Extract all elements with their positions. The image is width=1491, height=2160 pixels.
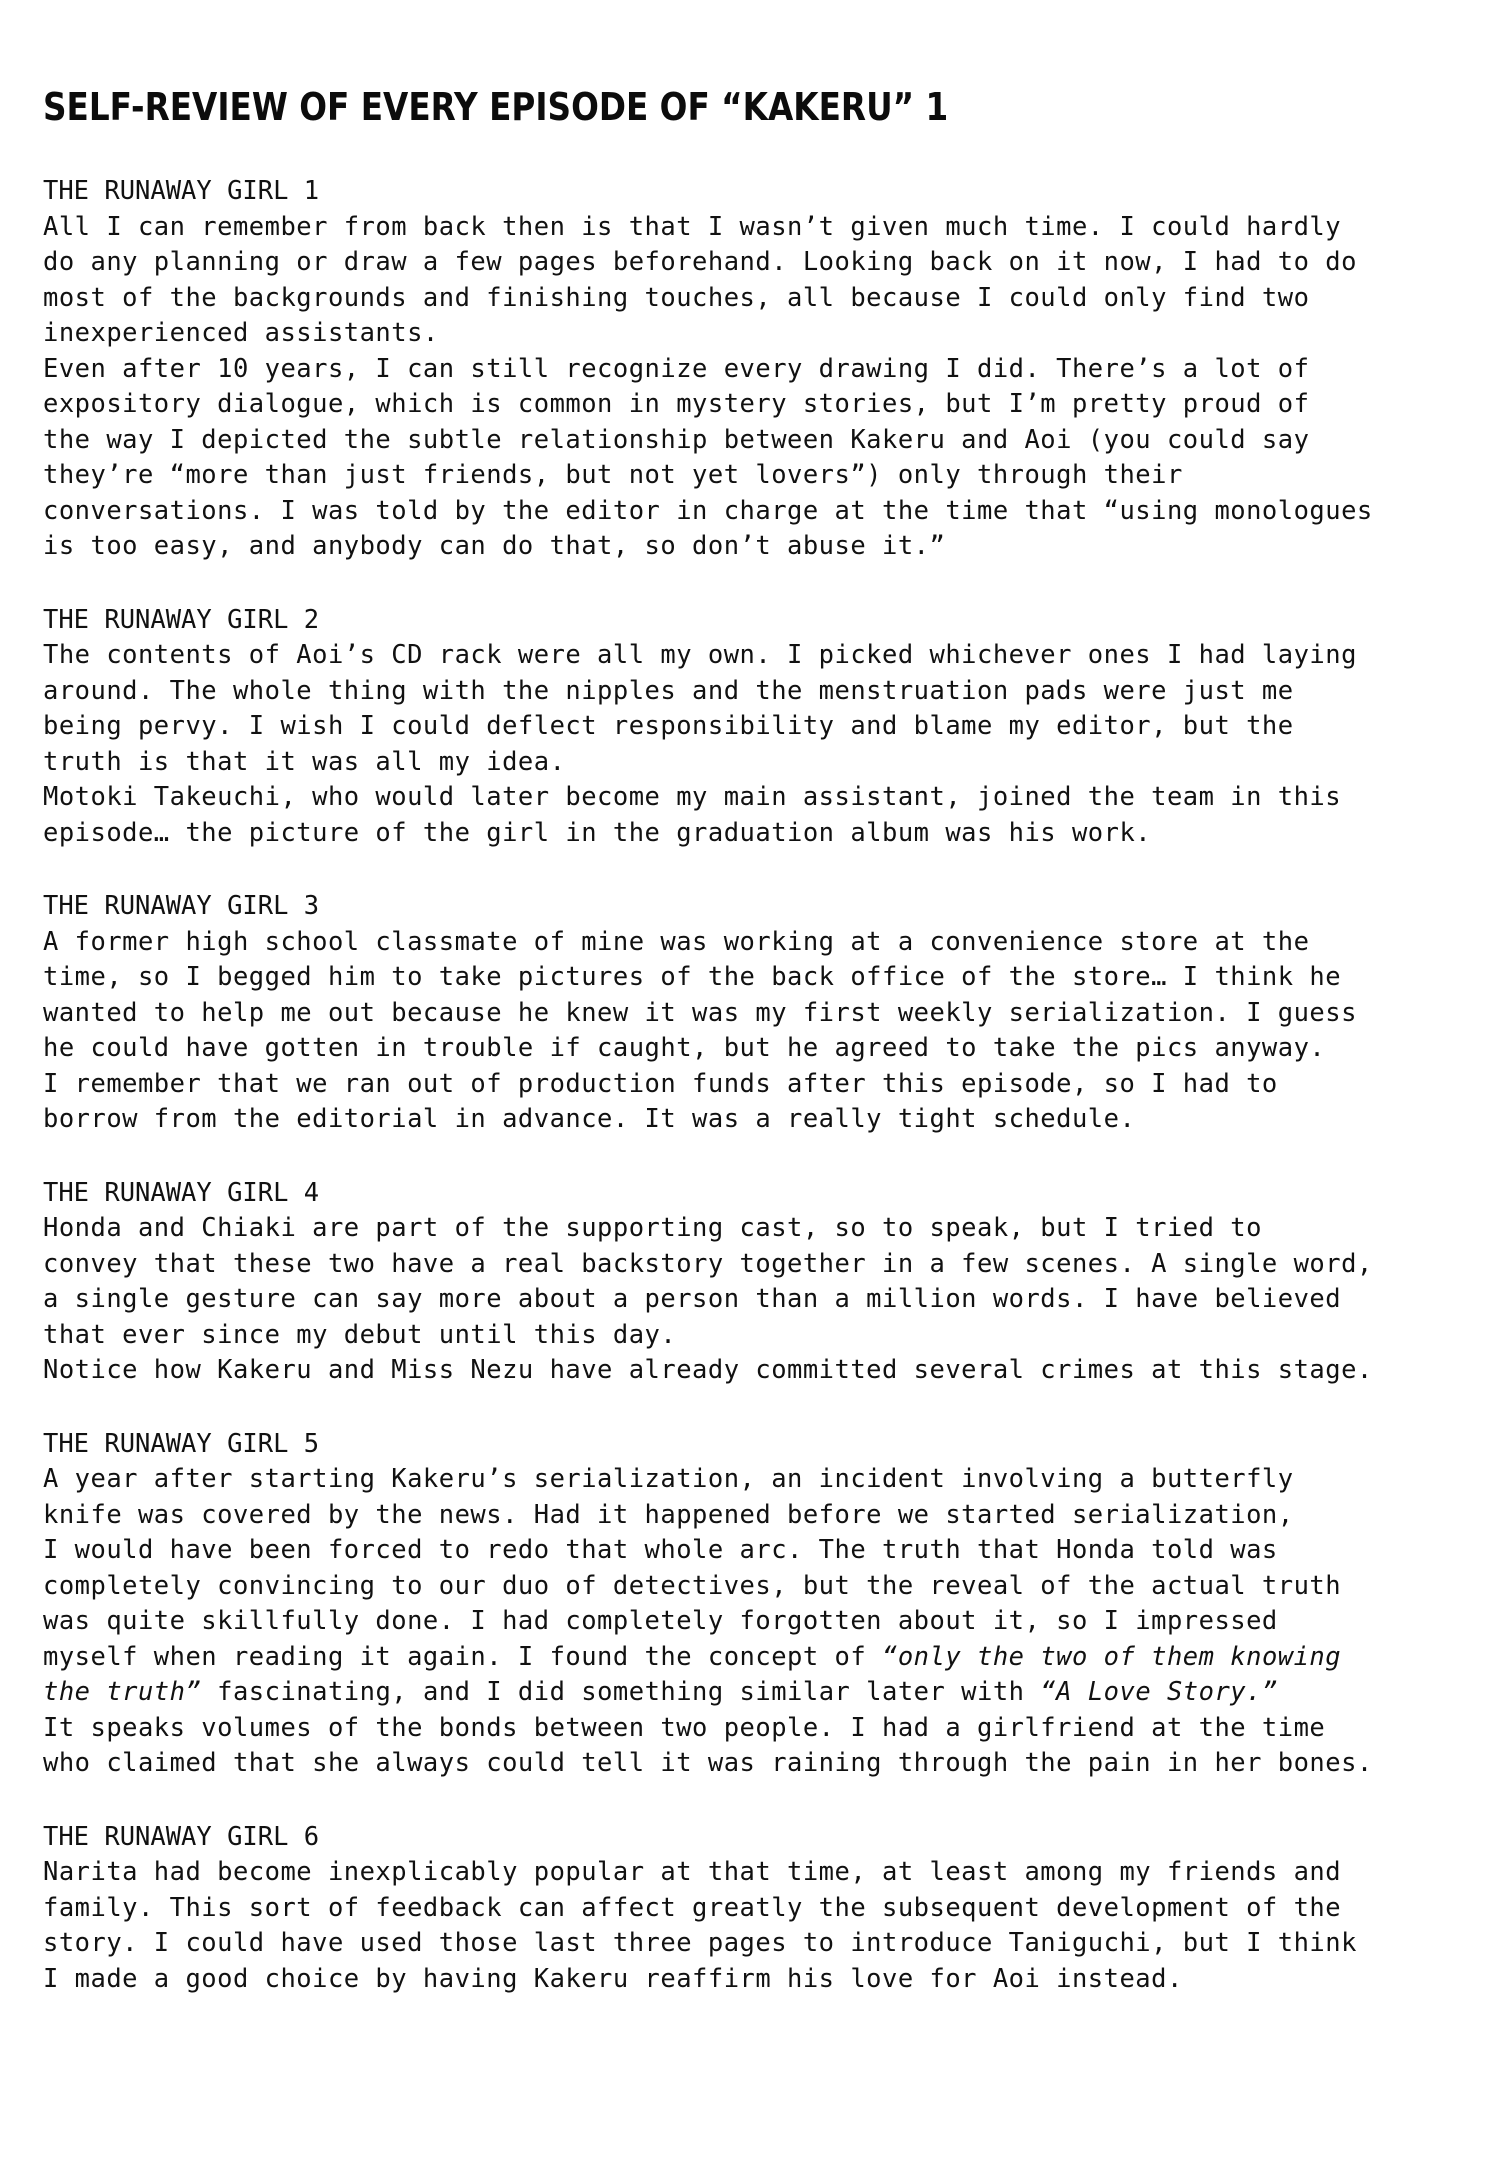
paragraph-line: completely convincing to our duo of detectives, but the reveal of the actual truth <box>43 1570 1342 1601</box>
paragraph-line: knife was covered by the news. Had it happened before we started serialization, <box>43 1499 1294 1530</box>
paragraph-line: episode… the picture of the girl in the graduation album was his work. <box>43 817 1152 848</box>
episode-heading: THE RUNAWAY GIRL 1 <box>43 176 320 206</box>
paragraph-line: I made a good choice by having Kakeru reaffirm his love for Aoi instead. <box>43 1963 1183 1994</box>
paragraph-line: was quite skillfully done. I had completely forgotten about it, so I impressed <box>43 1606 1278 1636</box>
paragraph-line: being pervy. I wish I could deflect responsibility and blame my editor, but the <box>43 711 1294 741</box>
paragraph-line: most of the backgrounds and finishing touches, all because I could only find two <box>43 282 1310 313</box>
paragraph-line: convey that these two have a real backstory together in a few scenes. A single word, <box>43 1248 1373 1279</box>
episode-heading: THE RUNAWAY GIRL 5 <box>43 1428 320 1459</box>
paragraph-line: who claimed that she always could tell it was raining through the pain in her bones. <box>43 1748 1373 1778</box>
episode-section <box>43 603 1443 852</box>
paragraph-line: I would have been forced to redo that whole arc. The truth that Honda told was <box>43 1535 1278 1565</box>
paragraph-line: A former high school classmate of mine was working at a convenience store at the <box>43 926 1310 957</box>
paragraph-line: Motoki Takeuchi, who would later become my main assistant, joined the team in this <box>43 782 1342 812</box>
paragraph-line: is too easy, and anybody can do that, so don’t abuse it.” <box>43 531 946 561</box>
episode-section <box>43 1820 1443 1998</box>
episode-heading: THE RUNAWAY GIRL 3 <box>43 891 320 921</box>
document-page <box>43 82 1443 2035</box>
paragraph-line: around. The whole thing with the nipples and the menstruation pads were just me <box>43 675 1294 706</box>
paragraph-line: time, so I begged him to take pictures of the back office of the store… I think he <box>43 962 1342 992</box>
episode-section <box>43 174 1443 565</box>
paragraph-line: Narita had become inexplicably popular at that time, at least among my friends and <box>43 1857 1342 1887</box>
episode-heading: THE RUNAWAY GIRL 6 <box>43 1821 320 1852</box>
episode-section <box>43 1427 1443 1782</box>
paragraph-line: the truth” fascinating, and I did something similar later with “A Love Story.” <box>43 1677 1278 1707</box>
paragraph-line: conversations. I was told by the editor in charge at the time that “using monologues <box>43 495 1373 526</box>
paragraph-line: A year after starting Kakeru’s serialization, an incident involving a butterfly <box>43 1464 1294 1494</box>
episode-section <box>43 1176 1443 1389</box>
page-title: SELF-REVIEW OF EVERY EPISODE OF “KAKERU” 1 <box>43 85 949 129</box>
paragraph-line: do any planning or draw a few pages beforehand. Looking back on it now, I had to do <box>43 247 1357 277</box>
paragraph-line: expository dialogue, which is common in mystery stories, but I’m pretty proud of <box>43 389 1310 419</box>
paragraph-line: Notice how Kakeru and Miss Nezu have already committed several crimes at this stage. <box>43 1355 1373 1385</box>
paragraph-line: wanted to help me out because he knew it was my first weekly serialization. I guess <box>43 997 1357 1028</box>
paragraph-line: family. This sort of feedback can affect greatly the subsequent development of the <box>43 1892 1342 1923</box>
episode-section <box>43 889 1443 1138</box>
episode-heading: THE RUNAWAY GIRL 2 <box>43 604 320 635</box>
paragraph-line: truth is that it was all my idea. <box>43 746 566 777</box>
paragraph-line: I remember that we ran out of production funds after this episode, so I had to <box>43 1068 1278 1099</box>
paragraph-line: story. I could have used those last three pages to introduce Taniguchi, but I think <box>43 1928 1357 1958</box>
paragraph-line: All I can remember from back then is that I wasn’t given much time. I could hardly <box>43 211 1342 242</box>
paragraph-line: the way I depicted the subtle relationship between Kakeru and Aoi (you could say <box>43 424 1310 455</box>
paragraph-line: It speaks volumes of the bonds between two people. I had a girlfriend at the time <box>43 1712 1326 1743</box>
paragraph-line: The contents of Aoi’s CD rack were all my own. I picked whichever ones I had laying <box>43 640 1357 670</box>
paragraph-line: Even after 10 years, I can still recognize every drawing I did. There’s a lot of <box>43 353 1310 384</box>
paragraph-line: that ever since my debut until this day. <box>43 1319 677 1350</box>
paragraph-line: myself when reading it again. I found the concept of “only the two of them knowing <box>43 1641 1342 1672</box>
paragraph-line: a single gesture can say more about a person than a million words. I have believed <box>43 1284 1342 1314</box>
paragraph-line: he could have gotten in trouble if caught, but he agreed to take the pics anyway. <box>43 1033 1326 1063</box>
paragraph-line: Honda and Chiaki are part of the supporting cast, so to speak, but I tried to <box>43 1213 1262 1243</box>
sections-container <box>43 174 1443 1997</box>
episode-heading: THE RUNAWAY GIRL 4 <box>43 1177 320 1208</box>
paragraph-line: they’re “more than just friends, but not yet lovers”) only through their <box>43 460 1183 490</box>
paragraph-line: borrow from the editorial in advance. It was a really tight schedule. <box>43 1104 1136 1134</box>
paragraph-line: inexperienced assistants. <box>43 318 439 348</box>
